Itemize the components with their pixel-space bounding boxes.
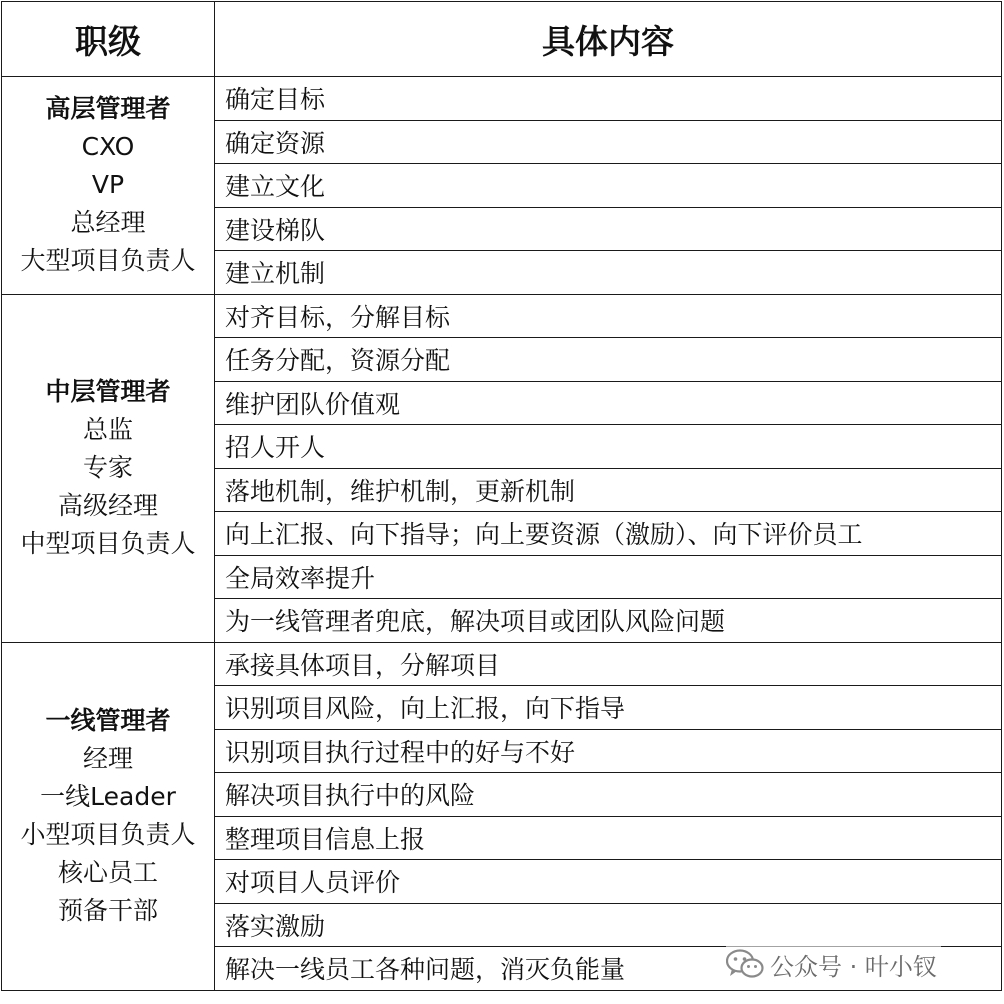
content-cell: 识别项目执行过程中的好与不好 xyxy=(215,729,1002,773)
header-level: 职级 xyxy=(2,2,215,77)
level-role: 经理 xyxy=(82,744,133,773)
content-cell: 任务分配，资源分配 xyxy=(215,338,1002,382)
header-content: 具体内容 xyxy=(215,2,1002,77)
watermark-text: 公众号 · 叶小钗 xyxy=(770,952,937,981)
level-title: 一线管理者 xyxy=(45,706,171,735)
level-role: 预备干部 xyxy=(57,896,158,925)
level-role: 专家 xyxy=(82,453,133,482)
watermark xyxy=(726,944,941,984)
header-row xyxy=(2,2,1002,77)
content-cell: 识别项目风险，向上汇报，向下指导 xyxy=(215,686,1002,730)
level-role: CXO xyxy=(81,132,135,162)
content-cell: 建设梯队 xyxy=(215,207,1002,251)
level-role: 核心员工 xyxy=(57,858,158,887)
level-role: 大型项目负责人 xyxy=(20,246,196,276)
level-cell-frontline xyxy=(2,642,215,990)
content-cell: 招人开人 xyxy=(215,425,1002,469)
content-cell: 承接具体项目，分解项目 xyxy=(215,642,1002,686)
content-cell: 确定目标 xyxy=(215,77,1002,121)
wechat-icon xyxy=(726,949,764,979)
content-cell: 落地机制，维护机制，更新机制 xyxy=(215,468,1002,512)
level-role: 中型项目负责人 xyxy=(20,529,196,558)
content-cell: 向上汇报、向下指导；向上要资源（激励）、向下评价员工 xyxy=(215,512,1002,556)
table-row xyxy=(2,77,1002,121)
level-role: VP xyxy=(91,170,125,200)
content-cell: 全局效率提升 xyxy=(215,555,1002,599)
level-title: 中层管理者 xyxy=(45,377,171,406)
level-title: 高层管理者 xyxy=(45,94,171,124)
management-levels-table xyxy=(1,1,1002,991)
content-cell: 维护团队价值观 xyxy=(215,381,1002,425)
content-cell: 确定资源 xyxy=(215,120,1002,164)
content-cell: 整理项目信息上报 xyxy=(215,816,1002,860)
content-cell: 为一线管理者兜底，解决项目或团队风险问题 xyxy=(215,599,1002,643)
level-cell-senior xyxy=(2,77,215,295)
level-role: 高级经理 xyxy=(57,491,158,520)
level-role: 总监 xyxy=(82,415,133,444)
content-cell: 建立机制 xyxy=(215,251,1002,295)
level-cell-middle xyxy=(2,294,215,642)
content-cell: 建立文化 xyxy=(215,164,1002,208)
table-row xyxy=(2,294,1002,338)
content-cell: 落实激励 xyxy=(215,903,1002,947)
content-cell: 对项目人员评价 xyxy=(215,860,1002,904)
content-cell: 解决项目执行中的风险 xyxy=(215,773,1002,817)
level-role: 小型项目负责人 xyxy=(20,820,196,849)
level-role: 一线Leader xyxy=(40,782,176,811)
level-role: 总经理 xyxy=(70,208,146,238)
table-row xyxy=(2,642,1002,686)
content-cell: 解决一线员工各种问题，消灭负能量 xyxy=(215,947,1002,991)
content-cell: 对齐目标，分解目标 xyxy=(215,294,1002,338)
